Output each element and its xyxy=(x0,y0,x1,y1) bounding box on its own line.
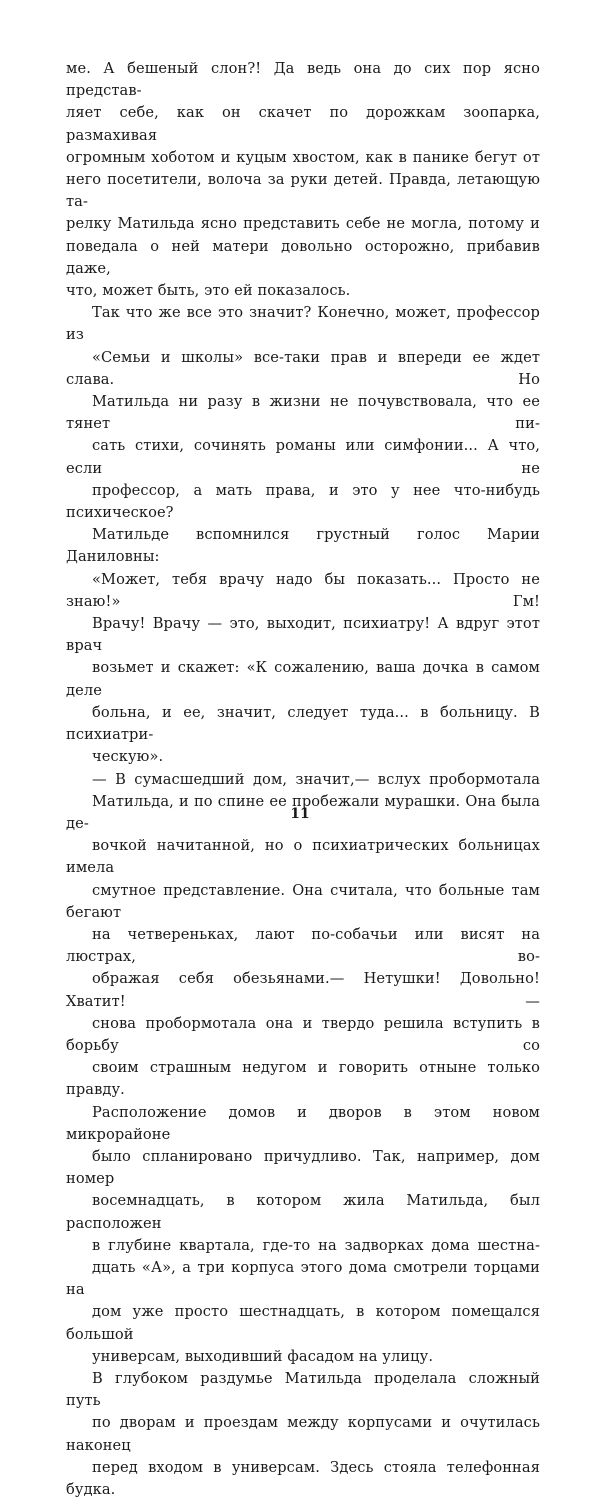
text-line: ческую». xyxy=(92,748,164,766)
text-line: возьмет и скажет: «К сожалению, ваша дочка в самом деле xyxy=(66,659,540,699)
text-line: Так что же все это значит? Конечно, может, профессор из xyxy=(66,304,540,344)
page-number: 11 xyxy=(290,806,310,822)
text-line: «Семьи и школы» все-таки прав и впереди ее ждет слава. Но xyxy=(66,348,540,388)
paragraph xyxy=(66,1102,540,1368)
text-line: что, может быть, это ей показалось. xyxy=(66,282,351,300)
text-line: поведала о ней матери довольно осторожно, прибавив даже, xyxy=(66,237,540,277)
text-line: перед входом в универсам. Здесь стояла телефонная будка. xyxy=(66,1458,540,1498)
text-line: Врачу! Врачу — это, выходит, психиатру! А вдруг этот врач xyxy=(66,615,540,655)
text-line: профессор, а мать права, и это у нее что-нибудь психическое? xyxy=(66,481,540,522)
paragraph xyxy=(66,302,540,768)
text-line: ображая себя обезьянами.— Нетушки! Довольно! Хватит! — xyxy=(66,970,540,1010)
text-line: Матильде вспомнился грустный голос Марии Даниловны: xyxy=(66,526,540,566)
text-line: своим страшным недугом и говорить отныне только правду. xyxy=(66,1059,540,1099)
text-line: Расположение домов и дворов в этом новом микрорайоне xyxy=(66,1103,540,1143)
text-line: В глубоком раздумье Матильда проделала сложный путь xyxy=(66,1369,540,1410)
text-line: него посетители, волоча за руки детей. Правда, летающую та- xyxy=(66,171,540,211)
paragraph xyxy=(66,1368,540,1501)
text-line: релку Матильда ясно представить себе не могла, потому и xyxy=(66,215,540,233)
paragraph xyxy=(66,58,540,302)
text-line: Матильда, и по спине ее пробежали мурашки. Она была де- xyxy=(66,792,540,832)
text-line: дцать «А», а три корпуса этого дома смотрели торцами на xyxy=(66,1258,540,1299)
text-line: — В сумасшедший дом, значит,— вслух пробормотала xyxy=(92,770,540,788)
text-line: универсам, выходивший фасадом на улицу. xyxy=(92,1347,434,1365)
text-line: смутное представление. Она считала, что больные там бегают xyxy=(66,881,540,921)
text-line: сать стихи, сочинять романы или симфонии... А что, если не xyxy=(66,437,540,477)
text-line: в глубине квартала, где-то на задворках дома шестна- xyxy=(92,1236,540,1254)
text-line: дом уже просто шестнадцать, в котором помещался большой xyxy=(66,1303,540,1343)
text-line: больна, и ее, значит, следует туда... в больницу. В психиатри- xyxy=(66,703,540,744)
body-text xyxy=(66,58,540,1501)
text-line: вочкой начитанной, но о психиатрических больницах имела xyxy=(66,837,540,877)
text-line: ляет себе, как он скачет по дорожкам зоопарка, размахивая xyxy=(66,104,540,144)
text-line: «Может, тебя врачу надо бы показать... Просто не знаю!» Гм! xyxy=(66,570,540,610)
text-line: было спланировано причудливо. Так, например, дом номер xyxy=(66,1147,540,1188)
text-line: Матильда ни разу в жизни не почувствовала, что ее тянет пи- xyxy=(66,393,540,433)
text-line: на четвереньках, лают по-собачьи или висят на люстрах, во- xyxy=(66,925,540,966)
text-line: ме. А бешеный слон?! Да ведь она до сих пор ясно представ- xyxy=(66,60,540,100)
text-line: огромным хоботом и куцым хвостом, как в панике бегут от xyxy=(66,148,540,166)
text-line: снова пробормотала она и твердо решила вступить в борьбу со xyxy=(66,1014,540,1054)
text-line: восемнадцать, в котором жила Матильда, был расположен xyxy=(66,1192,540,1232)
text-line: по дворам и проездам между корпусами и очутилась наконец xyxy=(66,1414,540,1454)
